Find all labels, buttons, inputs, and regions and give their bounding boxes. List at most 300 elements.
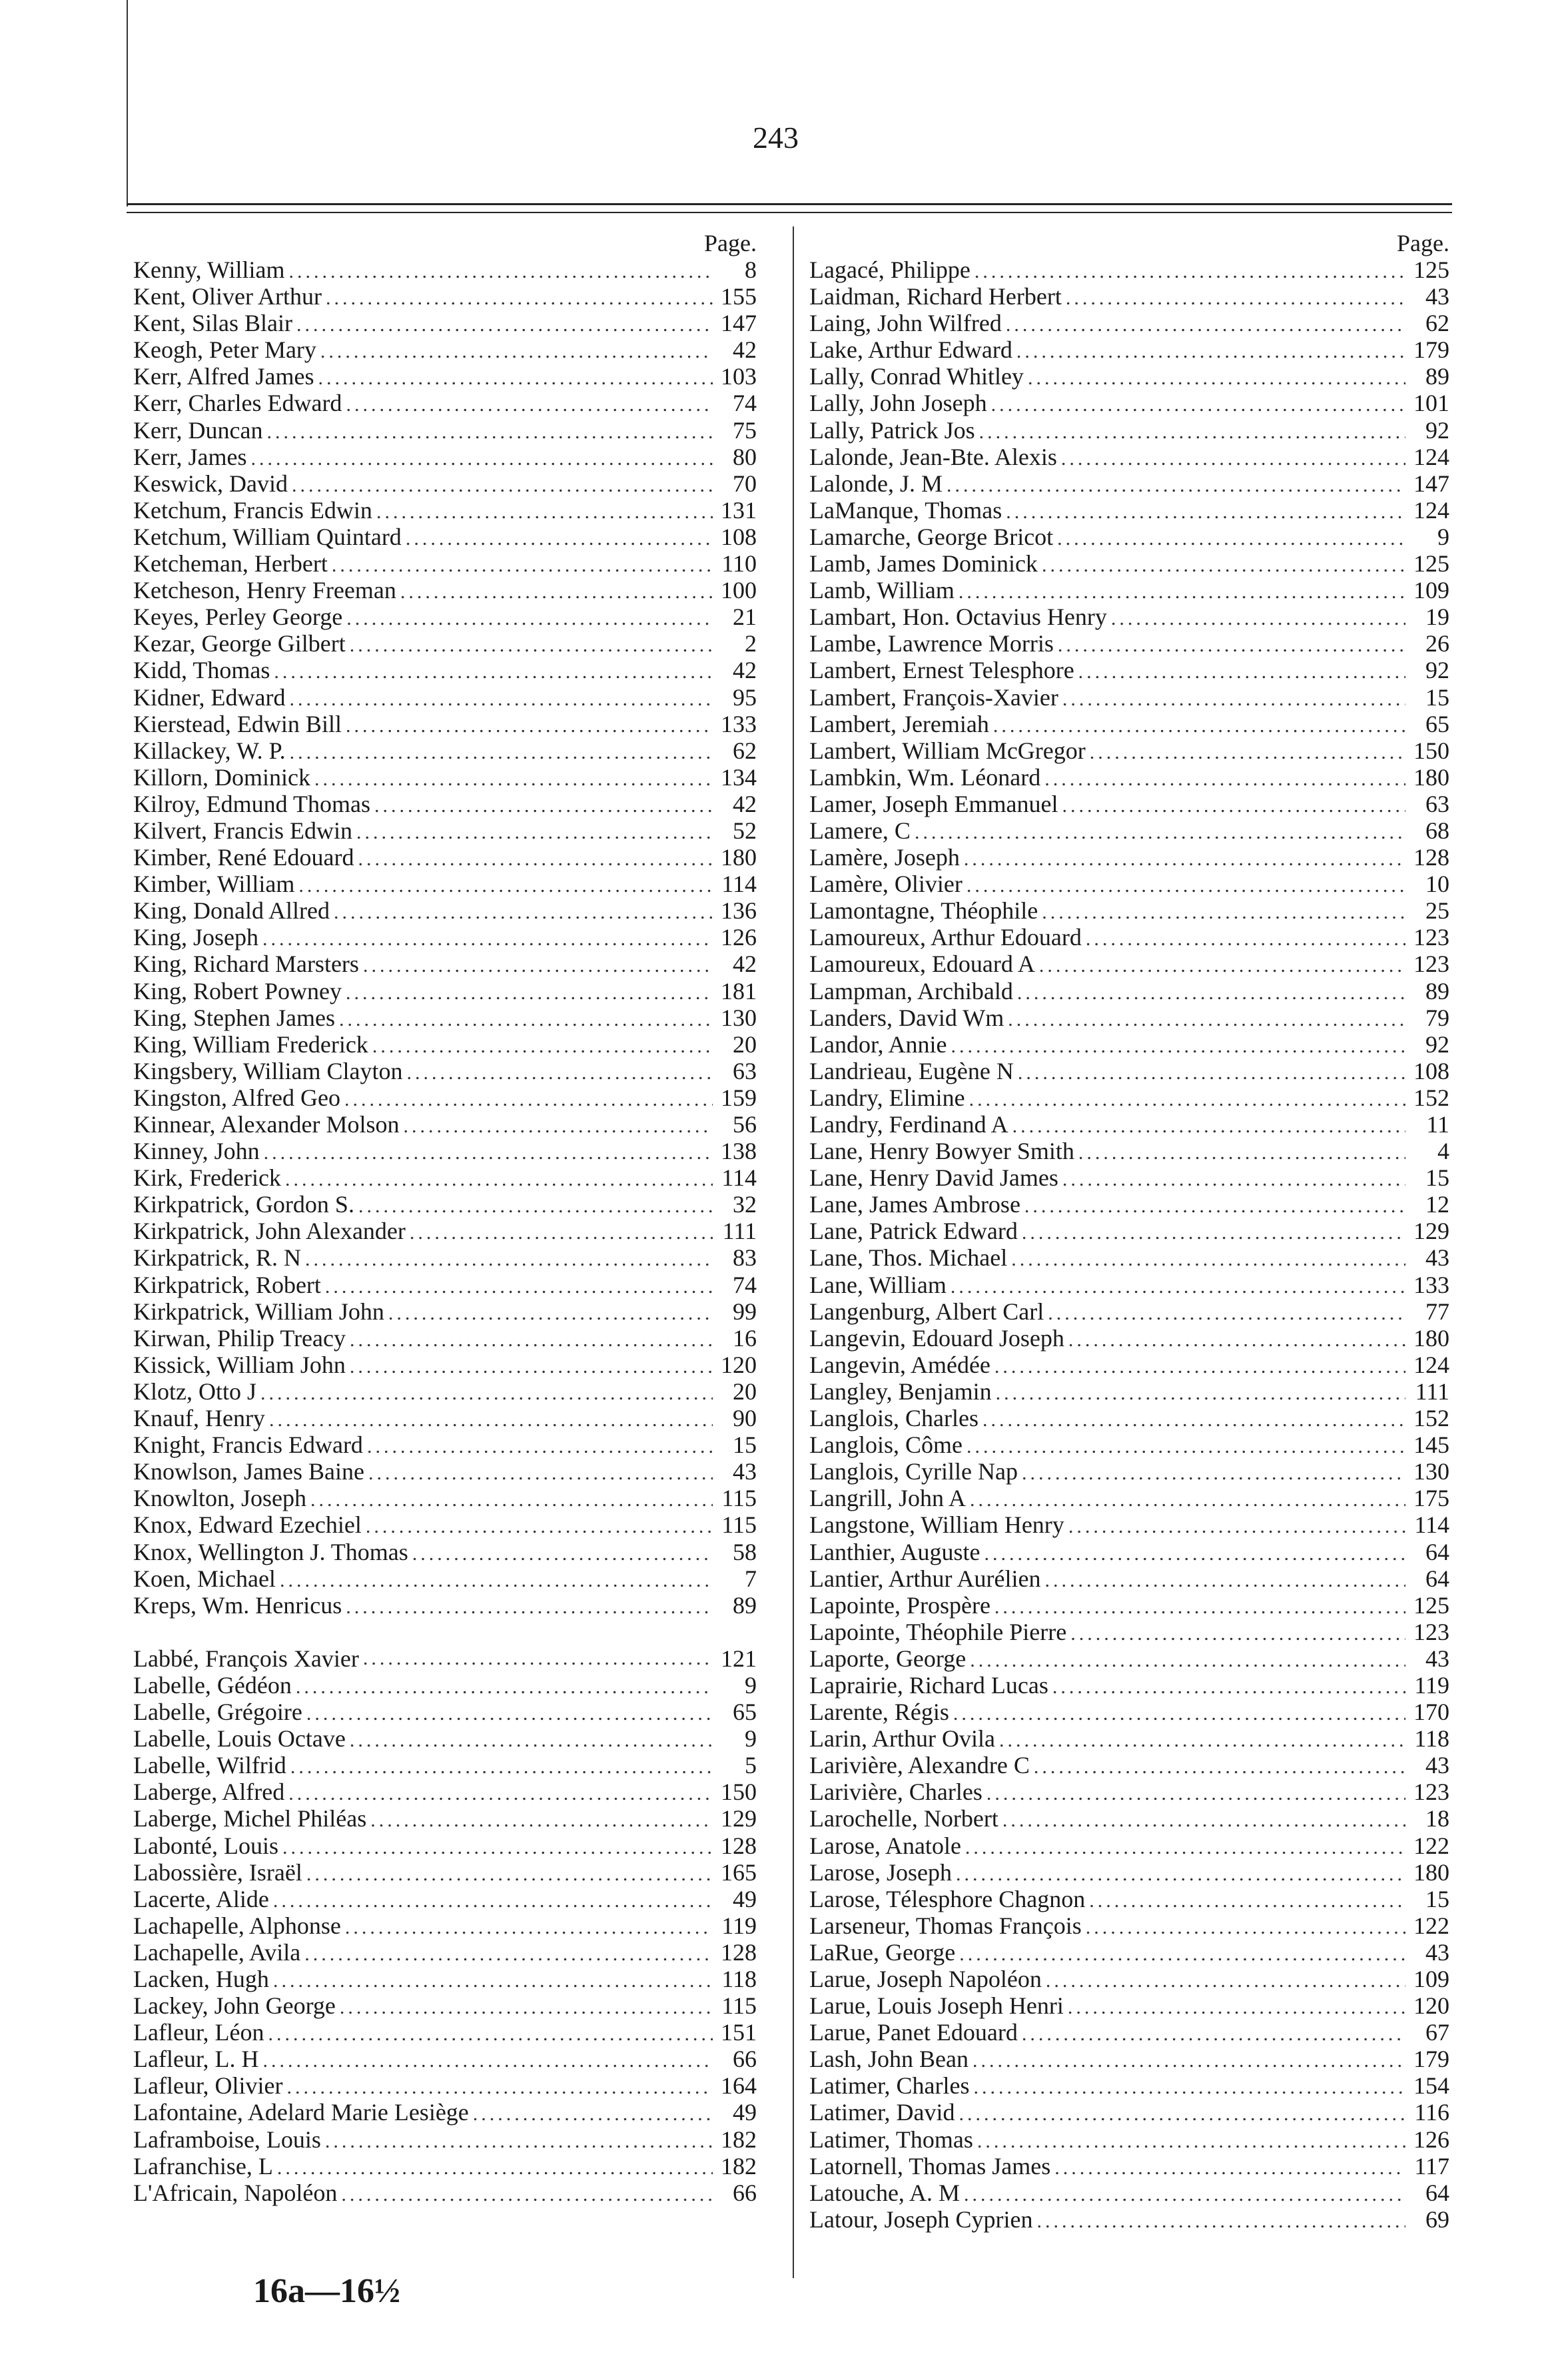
leader-dots [367,1433,713,1458]
entry-page: 42 [733,657,757,684]
leader-dots [334,899,713,924]
leader-dots [273,1968,713,1992]
entry-page: 42 [733,951,757,978]
entry-name: King, Joseph [133,924,258,951]
entry-name: Kinney, John [133,1138,260,1165]
leader-dots [285,1166,713,1191]
entry-name: Laing, John Wilfred [809,310,1002,337]
index-entry [133,951,759,977]
entry-page: 20 [733,1378,757,1405]
entry-page: 79 [1425,1004,1449,1031]
entry-page: 109 [1413,577,1449,604]
index-entry [133,417,759,444]
index-entry [133,764,759,791]
leader-dots [412,1541,713,1565]
entry-name: Lapointe, Théophile Pierre [809,1618,1067,1645]
leader-dots [356,819,713,844]
entry-name: Lally, Conrad Whitley [809,363,1024,390]
leader-dots [410,1220,713,1244]
index-list [809,256,1452,2233]
entry-name: Knauf, Henry [133,1405,265,1432]
entry-page: 114 [721,871,757,898]
entry-name: Latimer, David [809,2099,955,2126]
entry-name: Lamb, James Dominick [809,550,1038,578]
leader-dots [290,1754,713,1779]
entry-name: Lalonde, Jean-Bte. Alexis [809,443,1057,470]
entry-name: Knowlton, Joseph [133,1485,306,1512]
index-entry [133,1191,759,1218]
entry-name: Lamontagne, Théophile [809,897,1038,925]
leader-dots [296,1674,713,1699]
entry-name: Koen, Michael [133,1565,276,1592]
leader-dots [350,1727,713,1752]
leader-dots [1111,605,1405,630]
entry-page: 152 [1413,1084,1449,1111]
leader-dots [1089,1888,1405,1912]
leader-dots [314,766,713,791]
index-entry [809,2019,1452,2046]
index-entry [809,871,1452,897]
leader-dots [262,926,713,951]
entry-name: Kimber, René Edouard [133,844,354,871]
entry-name: Kirkpatrick, William John [133,1298,384,1325]
leader-dots [310,1487,713,1511]
entry-name: Kirwan, Philip Treacy [133,1324,346,1352]
entry-page: 89 [1425,363,1449,390]
index-entry [133,1458,759,1485]
entry-page: 8 [745,256,757,283]
leader-dots [999,1727,1405,1752]
entry-name: Kingston, Alfred Geo [133,1084,340,1111]
index-entry [133,1378,759,1405]
leader-dots [388,1300,713,1325]
entry-page: 99 [733,1298,757,1325]
leader-dots [260,1380,713,1405]
entry-page: 15 [1425,683,1449,711]
leader-dots [951,1033,1405,1058]
entry-name: Ketcheman, Herbert [133,550,328,578]
entry-page: 89 [1425,977,1449,1004]
entry-page: 65 [733,1699,757,1726]
entry-name: Lalonde, J. M [809,470,943,497]
entry-name: Lamère, Joseph [809,844,960,871]
leader-dots [959,579,1405,603]
leader-dots [325,2128,713,2153]
entry-name: Landers, David Wm [809,1004,1004,1031]
entry-page: 67 [1425,2019,1449,2046]
index-entry [809,1378,1452,1405]
leader-dots [1068,1513,1405,1538]
leader-dots [967,873,1405,897]
index-entry [809,711,1452,737]
entry-name: Lally, Patrick Jos [809,416,975,444]
index-entry [133,1352,759,1378]
entry-page: 74 [733,390,757,417]
entry-page: 11 [1426,1111,1449,1138]
entry-page: 180 [1413,1858,1449,1886]
leader-dots [1044,1567,1405,1592]
entry-page: 115 [721,1485,757,1512]
entry-page: 180 [1413,763,1449,791]
leader-dots [969,1086,1405,1111]
entry-name: Kinnear, Alexander Molson [133,1111,400,1138]
entry-page: 49 [733,1885,757,1912]
index-entry [809,1939,1452,1966]
entry-name: Lafontaine, Adelard Marie Lesiège [133,2099,469,2126]
entry-name: Lash, John Bean [809,2046,969,2073]
entry-page: 9 [745,1671,757,1699]
entry-name: Lagacé, Philippe [809,256,971,283]
leader-dots [977,2128,1405,2153]
entry-page: 115 [721,1511,757,1539]
leader-dots [1042,552,1405,577]
index-entry [133,603,759,630]
entry-name: Lantier, Arthur Aurélien [809,1565,1041,1592]
index-entry [133,1619,759,1672]
leader-dots [289,258,713,283]
index-entry [133,630,759,657]
leader-dots [1062,1166,1405,1191]
entry-name: Langevin, Amédée [809,1351,990,1378]
entry-page: 19 [1425,603,1449,631]
entry-name: Lafleur, Léon [133,2019,264,2046]
entry-page: 108 [1413,1057,1449,1084]
index-entry [809,1619,1452,1645]
leader-dots [1086,926,1405,951]
leader-dots [1022,1460,1405,1485]
entry-page: 118 [1414,1725,1449,1753]
entry-name: Ketchum, William Quintard [133,523,402,550]
entry-name: Lane, James Ambrose [809,1191,1020,1218]
entry-name: Lampman, Archibald [809,977,1013,1004]
index-entry [809,1886,1452,1912]
entry-name: Landry, Elimine [809,1084,965,1111]
entry-name: Langlois, Cyrille Nap [809,1458,1018,1485]
entry-name: Lally, John Joseph [809,390,987,417]
leader-dots [986,1781,1405,1805]
leader-dots [1066,285,1405,310]
index-entry [809,1298,1452,1325]
index-entry [809,336,1452,363]
entry-page: 122 [1413,1832,1449,1859]
index-entry [133,283,759,310]
leader-dots [346,392,713,416]
entry-page: 43 [1425,283,1449,310]
index-entry [133,1138,759,1164]
leader-dots [251,446,713,470]
entry-page: 136 [721,897,757,925]
leader-dots [974,258,1405,283]
leader-dots [1022,2021,1405,2046]
index-entry [809,657,1452,683]
leader-dots [1022,1220,1405,1244]
entry-page: 111 [722,1218,757,1245]
leader-dots [915,819,1405,844]
entry-name: Larivière, Alexandre C [809,1752,1030,1779]
index-entry [809,1645,1452,1672]
index-entry [809,951,1452,977]
entry-page: 123 [1413,951,1449,978]
index-entry [133,871,759,897]
entry-name: Lachapelle, Avila [133,1938,301,1966]
entry-name: Lane, Henry David James [809,1164,1058,1192]
entry-name: Kenny, William [133,256,285,283]
leader-dots [996,1380,1405,1405]
entry-page: 63 [1425,790,1449,817]
index-entry [133,817,759,844]
entry-name: Laprairie, Richard Lucas [809,1671,1048,1699]
leader-dots [298,873,713,897]
entry-name: Labelle, Gédéon [133,1671,292,1699]
entry-name: Kirkpatrick, Robert [133,1271,321,1298]
leader-dots [1070,1621,1405,1645]
entry-page: 134 [721,763,757,791]
leader-dots [346,605,713,630]
leader-dots [1052,1674,1405,1699]
index-entry [809,283,1452,310]
entry-name: Kerr, Alfred James [133,363,314,390]
entry-name: Kilvert, Francis Edwin [133,817,352,844]
entry-page: 130 [1413,1458,1449,1485]
leader-dots [473,2101,713,2126]
leader-dots [358,1193,713,1218]
leader-dots [1054,2155,1405,2180]
entry-page: 124 [1413,496,1449,524]
entry-name: Kidner, Edward [133,683,286,711]
entry-page: 120 [721,1351,757,1378]
entry-page: 9 [1437,523,1449,550]
entry-page: 43 [733,1458,757,1485]
index-entry [809,497,1452,524]
entry-page: 159 [721,1084,757,1111]
entry-page: 92 [1425,1030,1449,1058]
index-entry [133,577,759,603]
entry-page: 182 [721,2152,757,2180]
header-rule [127,203,1452,205]
leader-dots [1090,739,1405,764]
leader-dots [1039,953,1405,977]
leader-dots [264,1140,713,1164]
entry-page: 179 [1413,336,1449,364]
index-entry [133,1859,759,1886]
leader-dots [325,1274,713,1298]
index-entry [809,1859,1452,1886]
entry-name: Labossière, Israël [133,1858,302,1886]
leader-dots [332,552,713,577]
index-entry [133,550,759,577]
index-entry [133,1298,759,1325]
leader-dots [993,713,1405,737]
leader-dots [400,579,713,603]
entry-page: 77 [1425,1298,1449,1325]
entry-page: 2 [745,630,757,657]
entry-name: Kirkpatrick, Gordon S. [133,1191,354,1218]
index-entry [133,470,759,497]
leader-dots [970,1487,1405,1511]
leader-dots [292,472,713,497]
entry-name: Killackey, W. P. [133,737,286,764]
entry-name: Lane, Henry Bowyer Smith [809,1138,1074,1165]
entry-page: 110 [721,550,757,578]
entry-page: 26 [1425,630,1449,657]
entry-page: 125 [1413,550,1449,578]
entry-name: Kerr, James [133,443,247,470]
entry-page: 180 [1413,1324,1449,1352]
page-number: 243 [753,121,799,155]
entry-name: Lambert, Jeremiah [809,710,989,737]
index-entry [809,1592,1452,1619]
entry-name: Knowlson, James Baine [133,1458,364,1485]
index-entry [133,1511,759,1538]
leader-dots [970,1647,1405,1672]
leader-dots [350,1354,713,1378]
index-entry [809,2180,1452,2206]
leader-dots [1042,899,1405,924]
entry-name: LaManque, Thomas [809,496,1002,524]
leader-dots [358,846,713,871]
leader-dots [959,2101,1405,2126]
index-entry [809,1992,1452,2019]
entry-name: Lacken, Hugh [133,1966,269,1992]
entry-page: 109 [1413,1966,1449,1992]
index-entry [809,1325,1452,1352]
entry-page: 175 [1413,1485,1449,1512]
leader-dots [994,1594,1405,1619]
entry-name: Keogh, Peter Mary [133,336,316,364]
entry-name: Ketcheson, Henry Freeman [133,577,396,604]
entry-name: Larue, Louis Joseph Henri [809,1992,1064,2020]
entry-name: Knox, Edward Ezechiel [133,1511,362,1539]
leader-dots [344,1086,713,1111]
leader-dots [350,1327,713,1352]
entry-name: Kent, Silas Blair [133,310,292,337]
entry-name: Kreps, Wm. Henricus [133,1591,342,1619]
entry-name: Lapointe, Prospère [809,1591,990,1619]
entry-name: Larose, Télesphore Chagnon [809,1885,1086,1912]
index-entry [133,310,759,336]
leader-dots [376,499,713,524]
index-entry [809,764,1452,791]
leader-dots [346,1594,713,1619]
index-entry [133,978,759,1004]
entry-name: Ketchum, Francis Edwin [133,496,372,524]
entry-name: Labelle, Grégoire [133,1699,302,1726]
entry-name: Larue, Joseph Napoléon [809,1966,1042,1992]
entry-name: Knight, Francis Edward [133,1431,363,1459]
entry-page: 119 [1414,1671,1449,1699]
index-entry [809,1565,1452,1592]
index-entry [133,897,759,924]
entry-name: Kissick, William John [133,1351,346,1378]
index-entry [809,1725,1452,1752]
leader-dots [1034,1754,1405,1779]
leader-dots [1012,1113,1405,1138]
index-entry [133,1939,759,1966]
entry-name: Lamere, C [809,817,911,844]
index-entry [809,417,1452,444]
leader-dots [965,1834,1405,1859]
index-entry [133,2046,759,2072]
index-entry [809,791,1452,817]
index-entry [133,1084,759,1111]
index-entry [809,1912,1452,1939]
entry-page: 138 [721,1138,757,1165]
entry-page: 123 [1413,1618,1449,1645]
index-entry [809,1164,1452,1191]
entry-page: 7 [745,1565,757,1592]
leader-dots [350,632,713,657]
entry-page: 15 [1425,1885,1449,1912]
leader-dots [1011,1246,1405,1271]
index-entry [133,1244,759,1271]
index-entry [809,2072,1452,2099]
leader-dots [1006,499,1405,524]
entry-page: 43 [1425,1752,1449,1779]
entry-name: Labelle, Wilfrid [133,1752,286,1779]
index-entry [133,256,759,283]
signature-mark: 16a—16½ [253,2272,400,2310]
index-entry [809,363,1452,390]
index-entry [809,2099,1452,2126]
index-entry [133,1539,759,1565]
entry-page: 62 [1425,310,1449,337]
entry-name: Knox, Wellington J. Thomas [133,1538,408,1565]
leader-dots [339,1006,713,1031]
leader-dots [979,419,1405,444]
entry-name: Lambert, Ernest Telesphore [809,657,1074,684]
entry-name: Latour, Joseph Cyprien [809,2205,1033,2233]
entry-page: 63 [733,1057,757,1084]
index-entry [133,390,759,416]
left-margin-line [127,0,128,206]
entry-name: Lambart, Hon. Octavius Henry [809,603,1107,631]
index-entry [133,1111,759,1138]
index-entry [133,497,759,524]
entry-page: 74 [733,1271,757,1298]
index-entry [809,1485,1452,1511]
leader-dots [288,1781,713,1805]
entry-name: Landor, Annie [809,1030,947,1058]
index-entry [809,1405,1452,1431]
index-entry [809,1458,1452,1485]
index-entry [809,1672,1452,1699]
index-entry [809,1539,1452,1565]
leader-dots [363,953,713,977]
index-entry [809,924,1452,951]
entry-name: Larin, Arthur Ovila [809,1725,995,1753]
leader-dots [1018,1060,1405,1084]
entry-page: 64 [1425,1565,1449,1592]
leader-dots [1078,1140,1405,1164]
leader-dots [991,392,1405,416]
entry-name: Latornell, Thomas James [809,2152,1051,2180]
index-entry [809,630,1452,657]
leader-dots [366,1513,713,1538]
entry-name: Kirkpatrick, John Alexander [133,1218,406,1245]
left-column [133,230,759,2206]
leader-dots [406,526,713,550]
entry-name: Landrieau, Eugène N [809,1057,1014,1084]
entry-page: 123 [1413,1779,1449,1806]
index-entry [809,1191,1452,1218]
index-entry [133,1004,759,1031]
entry-page: 12 [1425,1191,1449,1218]
entry-name: Langenburg, Albert Carl [809,1298,1044,1325]
index-entry [809,1272,1452,1298]
index-entry [809,978,1452,1004]
entry-page: 56 [733,1111,757,1138]
leader-dots [1002,1807,1405,1832]
